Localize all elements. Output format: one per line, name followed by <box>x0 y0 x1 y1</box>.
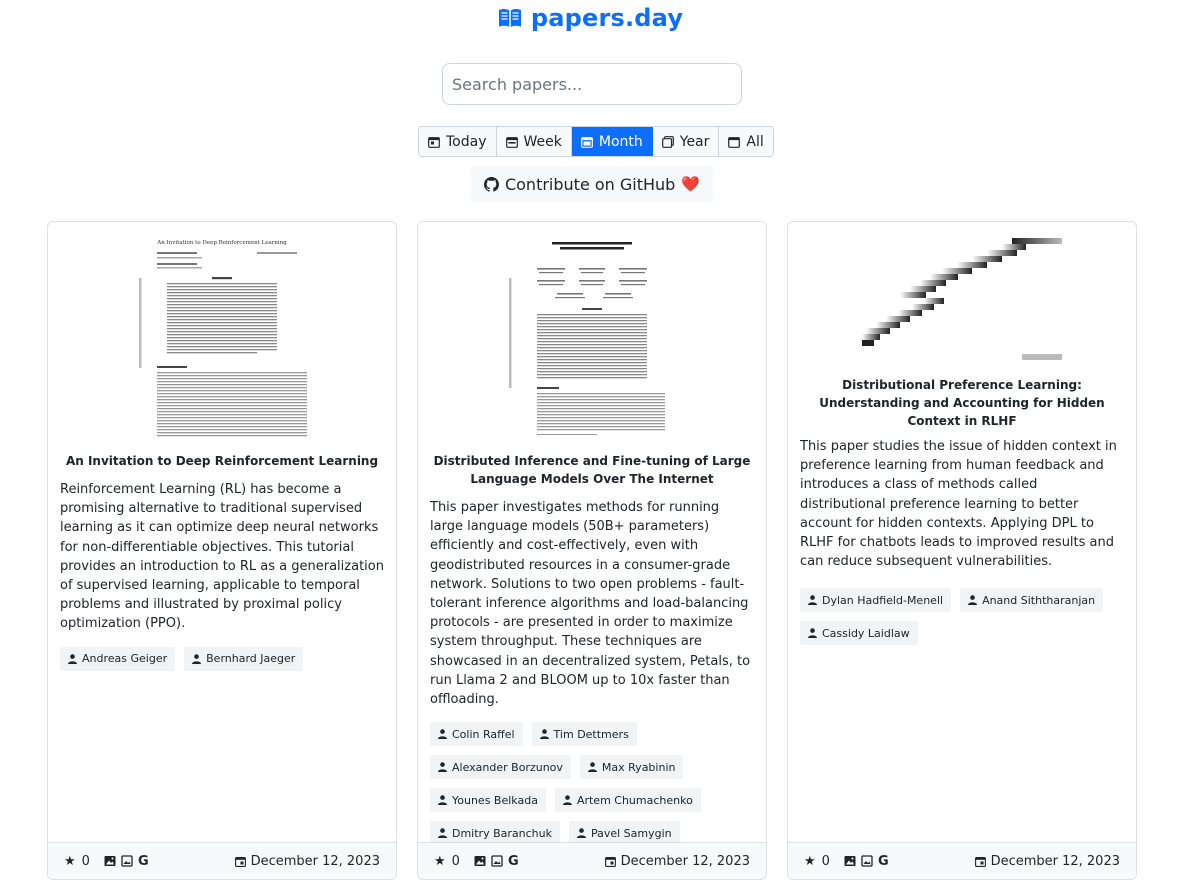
paper-thumbnail[interactable] <box>135 238 309 438</box>
image-icon[interactable] <box>844 855 856 867</box>
author-name: Dmitry Baranchuk <box>452 826 552 840</box>
calendar-month-icon <box>581 136 593 148</box>
author-name: Dylan Hadfield-Menell <box>822 593 944 607</box>
google-icon[interactable]: G <box>507 853 519 869</box>
period-all-label: All <box>746 133 764 150</box>
author-name: Younes Belkada <box>452 793 538 807</box>
author-badge[interactable] <box>430 788 546 812</box>
person-icon <box>588 762 597 772</box>
author-name: Andreas Geiger <box>82 652 168 666</box>
author-badge[interactable] <box>532 722 637 746</box>
person-icon <box>192 654 201 664</box>
paper-date <box>235 854 380 869</box>
star-count[interactable] <box>64 854 90 869</box>
brand-link[interactable] <box>498 4 683 32</box>
author-badge[interactable] <box>800 588 951 612</box>
card-footer <box>418 842 766 879</box>
star-icon: ★ <box>434 853 446 869</box>
author-name: Bernhard Jaeger <box>206 652 296 666</box>
search-input[interactable] <box>442 63 742 105</box>
person-icon <box>438 795 447 805</box>
calendar-day-icon <box>428 136 440 148</box>
google-icon[interactable]: G <box>137 853 149 869</box>
author-badge[interactable] <box>555 788 701 812</box>
date-value: December 12, 2023 <box>250 853 380 869</box>
paper-links <box>104 854 149 869</box>
calendar-icon <box>728 136 740 148</box>
contribute-github-button[interactable] <box>471 166 713 202</box>
card-footer <box>788 842 1136 879</box>
author-badge[interactable] <box>60 647 175 671</box>
paper-title[interactable]: Distributional Preference Learning: Understanding and Accounting for Hidden Context in RLHF <box>819 378 1105 428</box>
author-badge[interactable] <box>960 588 1103 612</box>
author-name: Cassidy Laidlaw <box>822 626 910 640</box>
calendar-icon <box>975 856 986 867</box>
person-icon <box>563 795 572 805</box>
period-today-label: Today <box>446 133 487 150</box>
person-icon <box>808 628 817 638</box>
period-all-button[interactable] <box>719 127 772 156</box>
date-value: December 12, 2023 <box>990 853 1120 869</box>
image-icon[interactable] <box>104 855 116 867</box>
period-today-button[interactable] <box>419 127 497 156</box>
author-badge[interactable] <box>184 647 303 671</box>
image-icon[interactable] <box>474 855 486 867</box>
person-icon <box>68 654 77 664</box>
period-month-button[interactable] <box>572 127 653 156</box>
paper-abstract: This paper studies the issue of hidden context in preference learning from human feedback and introduces a class of methods called distributional preference learning to better account for hidden contexts. Applying DPL to RLHF for chatbots leads to improved results and can reduce subsequent vulnerabilities. <box>800 439 1117 570</box>
author-name: Colin Raffel <box>452 727 515 741</box>
image-outline-icon[interactable] <box>121 855 133 867</box>
author-name: Alexander Borzunov <box>452 760 563 774</box>
author-list <box>800 588 1124 645</box>
person-icon <box>438 828 447 838</box>
paper-abstract: Reinforcement Learning (RL) has become a promising alternative to traditional supervised learning as it can optimize deep neural networks for non-differentiable objectives. This tutorial provides an introduction to RL as a generalization of supervised learning, applicable to temporal problems and illustrated by proximal policy optimization (PPO). <box>60 482 384 632</box>
person-icon <box>540 729 549 739</box>
author-badge[interactable] <box>800 621 918 645</box>
star-value: 0 <box>81 853 90 869</box>
paper-card[interactable] <box>47 221 397 880</box>
person-icon <box>968 595 977 605</box>
author-name: Pavel Samygin <box>590 826 672 840</box>
contribute-label: Contribute on GitHub <box>504 174 676 194</box>
paper-title[interactable]: Distributed Inference and Fine-tuning of Large Language Models Over The Internet <box>433 454 751 486</box>
person-icon <box>438 729 447 739</box>
date-value: December 12, 2023 <box>620 853 750 869</box>
star-icon: ★ <box>804 853 816 869</box>
paper-links <box>844 854 889 869</box>
paper-date <box>605 854 750 869</box>
author-name: Anand Siththaranjan <box>982 593 1096 607</box>
paper-thumbnail[interactable] <box>505 238 679 438</box>
heart-icon: ❤️ <box>681 175 701 193</box>
brand-header <box>0 4 1181 33</box>
period-year-label: Year <box>679 133 710 150</box>
paper-date <box>975 854 1120 869</box>
author-badge[interactable] <box>430 722 523 746</box>
calendar-year-icon <box>662 136 674 148</box>
paper-thumbnail[interactable] <box>862 238 1062 362</box>
period-year-button[interactable] <box>653 127 720 156</box>
calendar-icon <box>605 856 616 867</box>
paper-links <box>474 854 519 869</box>
author-list <box>60 647 384 671</box>
author-list <box>430 722 754 845</box>
card-footer <box>48 842 396 879</box>
star-value: 0 <box>821 853 830 869</box>
period-filter <box>418 126 774 157</box>
paper-title[interactable]: An Invitation to Deep Reinforcement Learning <box>65 454 379 468</box>
paper-card[interactable] <box>787 221 1137 880</box>
paper-abstract: This paper investigates methods for running large language models (50B+ parameters) efficiently and cost-effectively, even with geodistributed resources in a consumer-grade network. Solutions to two open problems - fault-tolerant inference algorithms and load-balancing protocols - are presented in order to maximize system throughput. These techniques are showcased in an decentralized system, Petals, to run Llama 2 and BLOOM up to 10x faster than offloading. <box>430 500 751 708</box>
period-month-label: Month <box>598 133 643 150</box>
thumb-title: An Invitation to Deep Reinforcement Learning <box>157 240 287 246</box>
book-open-icon <box>498 7 522 29</box>
star-value: 0 <box>451 853 460 869</box>
period-week-button[interactable] <box>497 127 572 156</box>
image-outline-icon[interactable] <box>491 855 503 867</box>
image-outline-icon[interactable] <box>861 855 873 867</box>
period-week-label: Week <box>523 133 562 150</box>
author-badge[interactable] <box>580 755 684 779</box>
person-icon <box>438 762 447 772</box>
calendar-icon <box>235 856 246 867</box>
calendar-week-icon <box>506 136 518 148</box>
google-icon[interactable]: G <box>877 853 889 869</box>
person-icon <box>577 828 586 838</box>
star-count[interactable] <box>804 854 830 869</box>
author-name: Tim Dettmers <box>553 727 629 741</box>
author-name: Max Ryabinin <box>601 760 676 774</box>
person-icon <box>808 595 817 605</box>
author-name: Artem Chumachenko <box>576 793 693 807</box>
github-icon <box>484 177 499 192</box>
brand-name: papers.day <box>530 4 684 32</box>
author-badge[interactable] <box>430 755 571 779</box>
star-icon: ★ <box>64 853 76 869</box>
star-count[interactable] <box>434 854 460 869</box>
paper-card[interactable] <box>417 221 767 880</box>
